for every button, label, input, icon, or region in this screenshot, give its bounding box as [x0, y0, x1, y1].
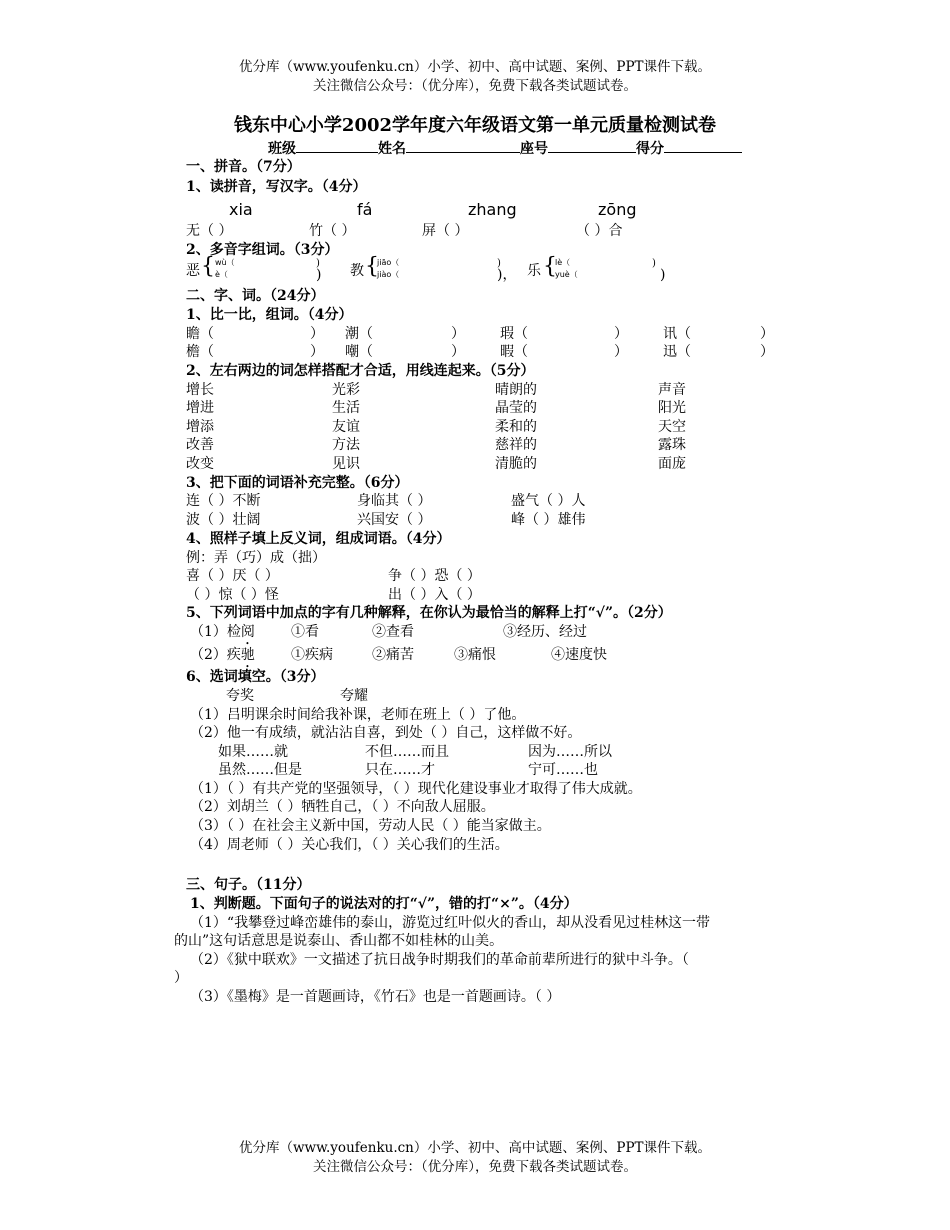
- class-label: 班级: [268, 141, 296, 157]
- compare-2-2[interactable]: 嘲（: [345, 344, 373, 360]
- match-m-5[interactable]: 见识: [332, 456, 360, 472]
- match-n-3[interactable]: 柔和的: [495, 419, 537, 435]
- header-line-2: 关注微信公众号：（优分库），免费下载各类试题试卷。: [313, 78, 637, 94]
- match-n-2[interactable]: 晶莹的: [495, 400, 537, 416]
- pinyin-1: xia: [229, 200, 253, 219]
- paren-3b: ): [660, 267, 666, 283]
- q5-row-1-opt-2[interactable]: ②查看: [372, 624, 414, 640]
- compare-1-2[interactable]: 潮（: [345, 326, 373, 342]
- pinyin-4: zōng: [598, 200, 637, 219]
- s3-item-2-line-1: （2）《狱中联欢》一文描述了抗日战争时期我们的革命前辈所进行的狱中斗争。（: [190, 952, 689, 968]
- match-m-1[interactable]: 光彩: [332, 382, 360, 398]
- compare-2-1-close: ）: [310, 344, 324, 360]
- s3-item-2-line-2[interactable]: ）: [174, 970, 188, 986]
- q6-b-1[interactable]: （1）（ ）有共产党的坚强领导，（ ）现代化建设事业才取得了伟大成就。: [190, 781, 642, 797]
- pinyin-2: fá: [357, 200, 373, 219]
- compare-2-3[interactable]: 暇（: [500, 344, 528, 360]
- match-n-5[interactable]: 清脆的: [495, 456, 537, 472]
- section-3-heading: 三、句子。（11分）: [186, 877, 311, 893]
- brace-2: {: [365, 254, 379, 279]
- s1-q2: 2、多音字组词。（3分）: [186, 242, 339, 258]
- score-blank[interactable]: [664, 138, 742, 153]
- q6-a-1[interactable]: （1）吕明课余时间给我补课，老师在班上（ ）了他。: [190, 707, 526, 723]
- paren-1a: ): [316, 258, 320, 269]
- seat-label: 座号: [520, 141, 548, 157]
- match-r-5[interactable]: 面庞: [658, 456, 686, 472]
- score-label: 得分: [636, 141, 664, 157]
- header-line-1: 优分库（www.youfenku.cn）小学、初中、高中试题、案例、PPT课件下载。: [238, 59, 712, 75]
- compare-1-3[interactable]: 瑕（: [500, 326, 528, 342]
- q5-row-1-opt-3[interactable]: ③经历、经过: [503, 624, 587, 640]
- fill-2-3[interactable]: 峰（ ）雄伟: [511, 512, 586, 528]
- footer-line-2: 关注微信公众号：（优分库），免费下载各类试题试卷。: [313, 1159, 637, 1175]
- q5-row-2-num: （2）疾: [190, 647, 241, 663]
- s3-item-1-line-1: （1）“我攀登过峰峦雄伟的泰山，游览过红叶似火的香山，却从没看见过桂林这一带: [190, 915, 711, 931]
- class-blank[interactable]: [296, 138, 378, 153]
- pinyin-answer-3[interactable]: 屏（ ）: [422, 223, 469, 239]
- match-l-5[interactable]: 改变: [186, 456, 214, 472]
- pinyin-answer-1[interactable]: 无（ ）: [186, 223, 233, 239]
- antonym-2-2[interactable]: 出（ ）入（ ）: [388, 587, 481, 603]
- poly-reading-3a: lè（: [555, 258, 571, 267]
- compare-1-4-close: ）: [760, 326, 774, 342]
- seat-blank[interactable]: [548, 138, 636, 153]
- antonym-1-2[interactable]: 争（ ）恐（ ）: [388, 568, 481, 584]
- q6-conj-1-3: 因为……所以: [528, 744, 612, 760]
- compare-1-4[interactable]: 讯（: [663, 326, 691, 342]
- q5-row-2-opt-4[interactable]: ④速度快: [551, 647, 607, 663]
- match-m-4[interactable]: 方法: [332, 437, 360, 453]
- antonym-2-1[interactable]: （ ）惊（ ）怪: [186, 587, 279, 603]
- s1-q1: 1、读拼音，写汉字。（4分）: [186, 179, 367, 195]
- s2-q6: 6、选词填空。（3分）: [186, 669, 325, 685]
- q5-row-2-dotted-char: 驰: [240, 647, 255, 663]
- pinyin-3: zhang: [468, 200, 517, 219]
- s2-q3: 3、把下面的词语补充完整。（6分）: [186, 475, 409, 491]
- poly-reading-1b: è（: [215, 270, 228, 279]
- compare-2-1[interactable]: 檐（: [186, 344, 214, 360]
- match-m-2[interactable]: 生活: [332, 400, 360, 416]
- brace-3: {: [543, 254, 557, 279]
- paren-2a: ): [497, 258, 501, 269]
- q6-b-3[interactable]: （3）（ ）在社会主义新中国，劳动人民（ ）能当家做主。: [190, 818, 551, 834]
- section-2-heading: 二、字、词。（24分）: [186, 288, 325, 304]
- q5-row-2-opt-3[interactable]: ③痛恨: [454, 647, 496, 663]
- s2-q4: 4、照样子填上反义词，组成词语。（4分）: [186, 531, 451, 547]
- q6-word-1: 夸奖: [226, 688, 254, 704]
- compare-2-4[interactable]: 迅（: [663, 344, 691, 360]
- match-l-4[interactable]: 改善: [186, 437, 214, 453]
- q6-conj-2-3: 宁可……也: [528, 762, 598, 778]
- match-r-4[interactable]: 露珠: [658, 437, 686, 453]
- compare-2-2-close: ）: [451, 344, 465, 360]
- paren-3a: ): [652, 258, 656, 269]
- poly-reading-2a: jiāo（: [377, 258, 400, 267]
- antonym-1-1[interactable]: 喜（ ）厌（ ）: [186, 568, 279, 584]
- compare-2-3-close: ）: [614, 344, 628, 360]
- brace-1: {: [201, 254, 215, 279]
- poly-reading-3b: yuè（: [555, 270, 578, 279]
- compare-2-4-close: ）: [760, 344, 774, 360]
- fill-1-1[interactable]: 连（ ）不断: [186, 493, 261, 509]
- match-l-2[interactable]: 增进: [186, 400, 214, 416]
- s2-q5: 5、下列词语中加点的字有几种解释，在你认为最恰当的解释上打“√”。（2分）: [186, 605, 672, 621]
- poly-reading-2b: jiào（: [377, 270, 400, 279]
- footer-line-1: 优分库（www.youfenku.cn）小学、初中、高中试题、案例、PPT课件下载。: [238, 1140, 712, 1156]
- compare-1-1[interactable]: 瞻（: [186, 326, 214, 342]
- q6-word-2: 夸耀: [340, 688, 368, 704]
- q5-row-2-opt-1[interactable]: ①疾病: [291, 647, 333, 663]
- poly-char-3: 乐: [527, 263, 541, 279]
- fill-1-3[interactable]: 盛气（ ）人: [511, 493, 586, 509]
- compare-1-1-close: ）: [310, 326, 324, 342]
- match-l-1[interactable]: 增长: [186, 382, 214, 398]
- q5-row-2-opt-2[interactable]: ②痛苦: [372, 647, 414, 663]
- match-r-1[interactable]: 声音: [658, 382, 686, 398]
- s3-q1: 1、判断题。下面句子的说法对的打“√”，错的打“×”。（4分）: [190, 896, 578, 912]
- q6-b-4[interactable]: （4）周老师（ ）关心我们，（ ）关心我们的生活。: [190, 837, 509, 853]
- section-1-heading: 一、拼音。（7分）: [186, 159, 301, 175]
- poly-char-1: 恶: [186, 263, 200, 279]
- match-r-2[interactable]: 阳光: [658, 400, 686, 416]
- q5-row-1-dotted-char: 阅: [240, 624, 255, 640]
- s2-q2: 2、左右两边的词怎样搭配才合适，用线连起来。（5分）: [186, 363, 535, 379]
- s3-item-3[interactable]: （3）《墨梅》是一首题画诗，《竹石》也是一首题画诗。（ ）: [190, 989, 561, 1005]
- q6-conj-2-1: 虽然……但是: [218, 762, 302, 778]
- match-n-1[interactable]: 晴朗的: [495, 382, 537, 398]
- q5-row-1-opt-1[interactable]: ①看: [291, 624, 319, 640]
- q5-row-1-word: [190, 623, 255, 648]
- name-blank[interactable]: [406, 138, 520, 153]
- name-label: 姓名: [378, 141, 406, 157]
- match-m-3[interactable]: 友谊: [332, 419, 360, 435]
- fill-2-1[interactable]: 波（ ）壮阔: [186, 512, 261, 528]
- compare-1-2-close: ）: [451, 326, 465, 342]
- pinyin-answer-4[interactable]: （ ）合: [576, 223, 623, 239]
- poly-reading-1a: wù（: [215, 258, 235, 267]
- info-line: [268, 138, 742, 158]
- paren-1b: ): [316, 267, 322, 283]
- poly-char-2: 教: [350, 263, 364, 279]
- pinyin-answer-2[interactable]: 竹（ ）: [309, 223, 356, 239]
- s3-item-1-line-2[interactable]: 的山”这句话意思是说泰山、香山都不如桂林的山美。: [174, 933, 504, 949]
- fill-1-2[interactable]: 身临其（ ）: [357, 493, 432, 509]
- q6-conj-2-2: 只在……才: [365, 762, 435, 778]
- q5-row-1-num: （1）检: [190, 624, 241, 640]
- match-n-4[interactable]: 慈祥的: [495, 437, 537, 453]
- match-l-3[interactable]: 增添: [186, 419, 214, 435]
- fill-2-2[interactable]: 兴国安（ ）: [357, 512, 432, 528]
- s2-q1: 1、比一比，组词。（4分）: [186, 307, 353, 323]
- q4-example: 例：弄（巧）成（拙）: [186, 550, 326, 566]
- compare-1-3-close: ）: [614, 326, 628, 342]
- q6-conj-1-1: 如果……就: [218, 744, 288, 760]
- q6-b-2[interactable]: （2）刘胡兰（ ）牺牲自己，（ ）不向敌人屈服。: [190, 799, 495, 815]
- q6-conj-1-2: 不但……而且: [365, 744, 449, 760]
- match-r-3[interactable]: 天空: [658, 419, 686, 435]
- page-title: 钱东中心小学2002学年度六年级语文第一单元质量检测试卷: [233, 115, 717, 136]
- paren-2b: )，: [497, 267, 517, 283]
- q6-a-2[interactable]: （2）他一有成绩，就沾沾自喜，到处（ ）自己，这样做不好。: [190, 725, 582, 741]
